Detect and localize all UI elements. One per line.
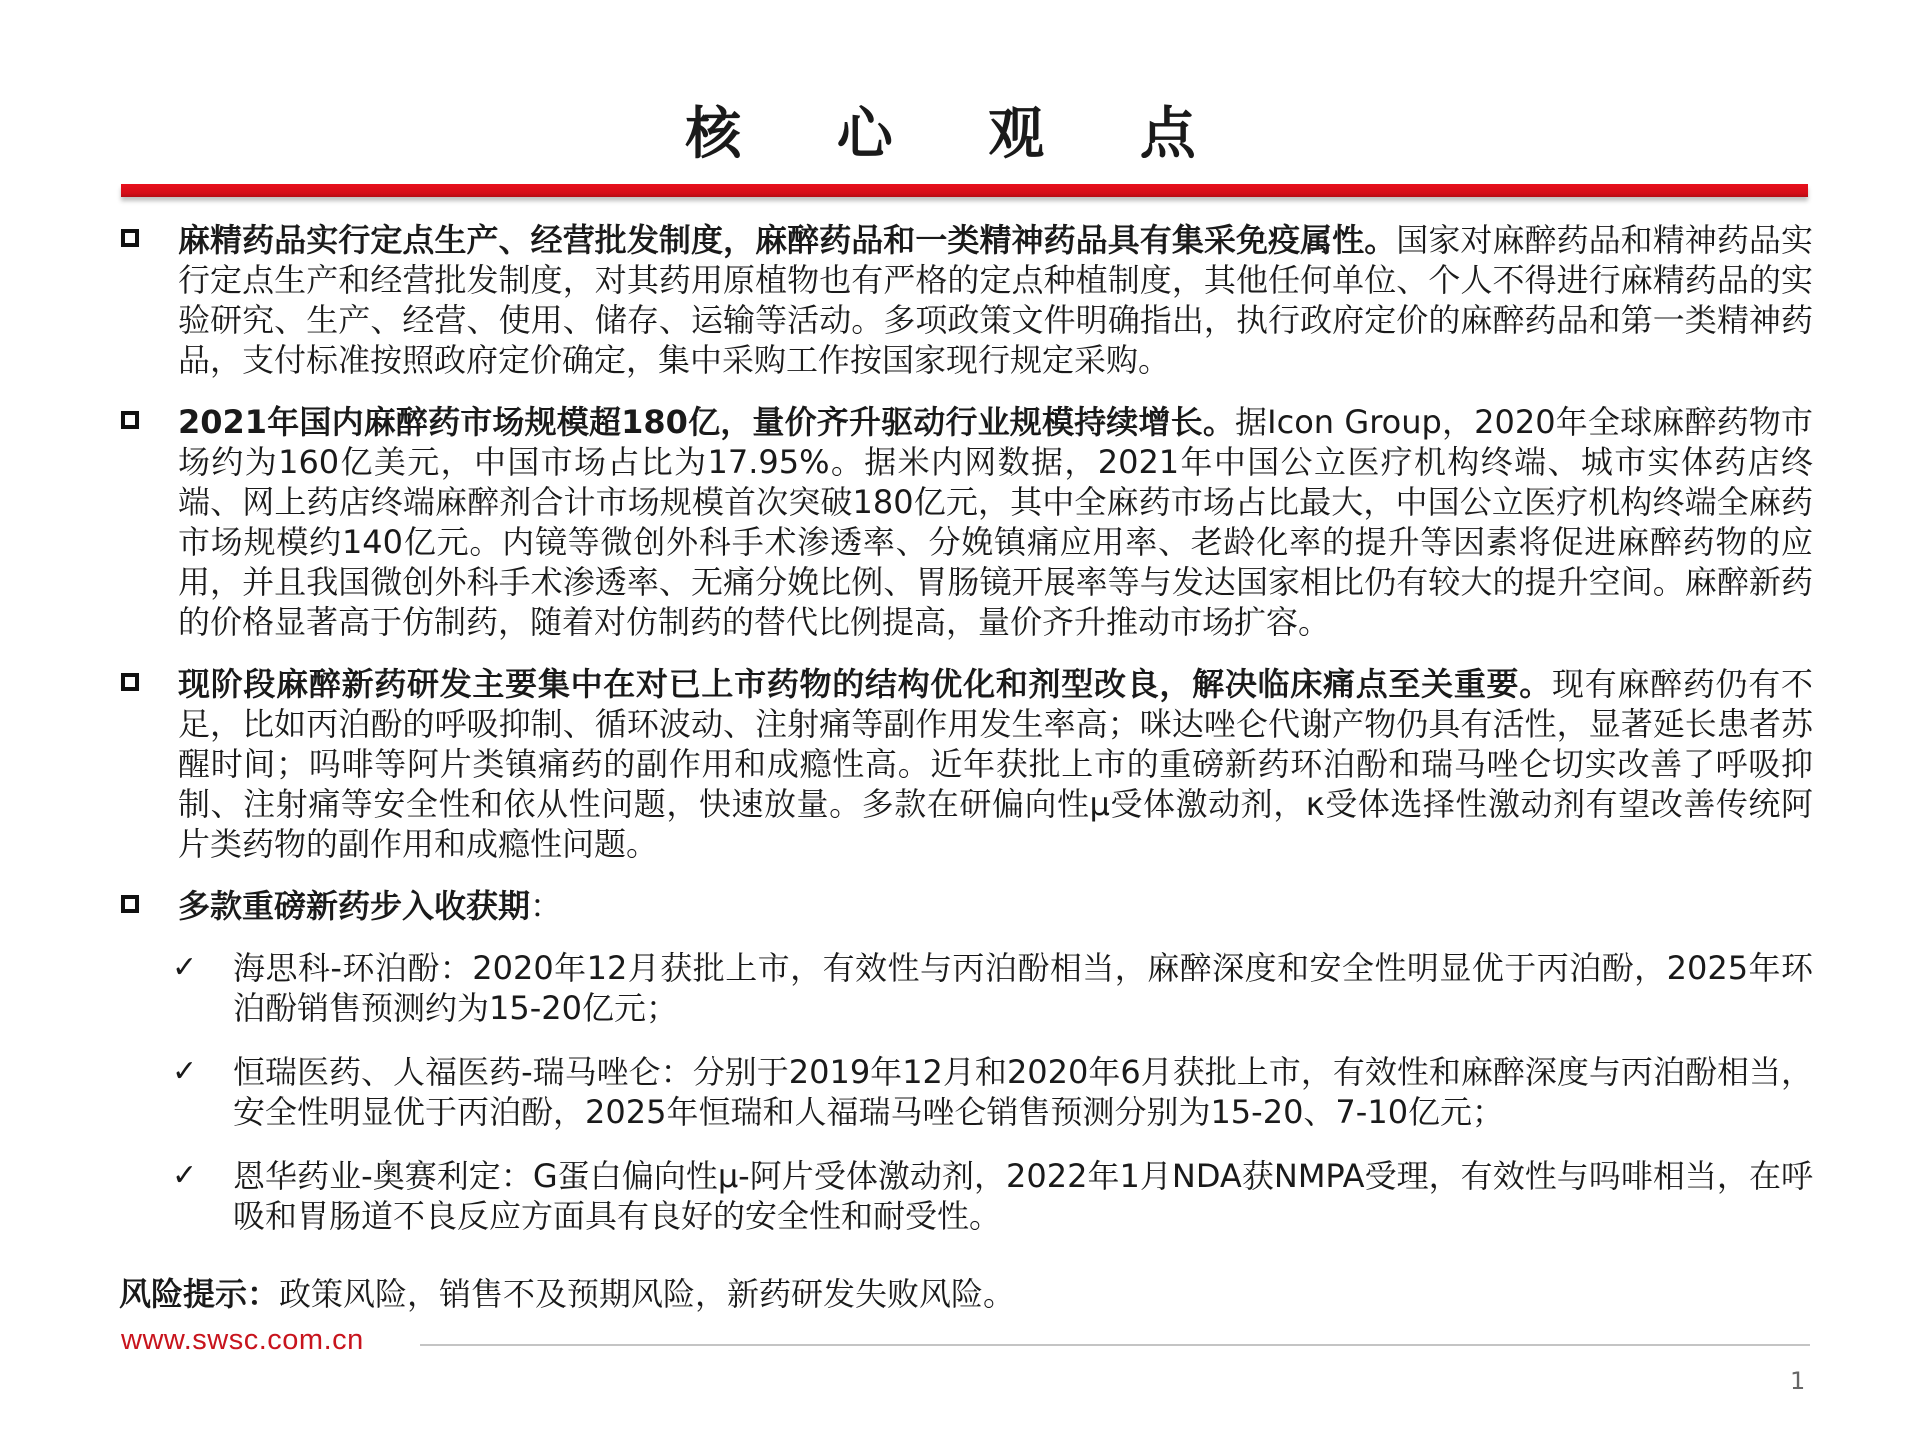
risk-warning — [119, 1274, 1015, 1314]
drug-item-2 — [0, 1052, 1919, 1132]
key-point-3 — [0, 664, 1919, 864]
key-point-lead: 多款重磅新药步入收获期 — [178, 887, 531, 925]
title-divider-bar — [121, 184, 1808, 197]
drug-item-text: 恩华药业-奥赛利定：G蛋白偏向性μ-阿片受体激动剂，2022年1月NDA获NMPA受理，有效性与吗啡相当，在呼吸和胃肠道不良反应方面具有良好的安全性和耐受性。 — [233, 1157, 1813, 1235]
key-point-lead: 2021年国内麻醉药市场规模超180亿，量价齐升驱动行业规模持续增长。 — [178, 403, 1235, 441]
key-point-2 — [0, 402, 1919, 642]
square-bullet-icon — [121, 895, 139, 913]
checkmark-icon: ✓ — [172, 1158, 198, 1193]
checkmark-icon: ✓ — [172, 1054, 198, 1089]
risk-text: 政策风险，销售不及预期风险，新药研发失败风险。 — [279, 1275, 1016, 1313]
page-number: 1 — [1790, 1367, 1806, 1395]
content-area — [0, 220, 1919, 1260]
drug-item-text: 海思科-环泊酚：2020年12月获批上市，有效性与丙泊酚相当，麻醉深度和安全性明显优于丙泊酚，2025年环泊酚销售预测约为15-20亿元； — [233, 949, 1813, 1027]
drug-item-3 — [0, 1156, 1919, 1236]
drug-item-1 — [0, 948, 1919, 1028]
square-bullet-icon — [121, 673, 139, 691]
square-bullet-icon — [121, 411, 139, 429]
key-point-4 — [0, 886, 1919, 926]
page-title: 核 心 观 点 — [685, 102, 1234, 167]
key-point-lead: 现阶段麻醉新药研发主要集中在对已上市药物的结构优化和剂型改良，解决临床痛点至关重要。 — [178, 665, 1552, 703]
key-point-body: 据Icon Group，2020年全球麻醉药物市场约为160亿美元，中国市场占比为17.95%。据米内网数据，2021年中国公立医疗机构终端、城市实体药店终端、网上药店终端麻醉剂合计市场规模首次突破180亿元，其中全麻药市场占比最大，中国公立医疗机构终端全麻药市场规模约140亿元。内镜等微创外科手术渗透率、分娩镇痛应用率、老龄化率的提升等因素将促进麻醉药物的应用，并且我国微创外科手术渗透率、无痛分娩比例、胃肠镜开展率等与发达国家相比仍有较大的提升空间。麻醉新药的价格显著高于仿制药，随着对仿制药的替代比例提高，量价齐升推动市场扩容。 — [178, 403, 1813, 641]
key-point-1 — [0, 220, 1919, 380]
key-point-body: ： — [530, 887, 563, 925]
drug-item-text: 恒瑞医药、人福医药-瑞马唑仑：分别于2019年12月和2020年6月获批上市，有效性和麻醉深度与丙泊酚相当，安全性明显优于丙泊酚，2025年恒瑞和人福瑞马唑仑销售预测分别为15-20、7-10亿元； — [233, 1053, 1813, 1131]
square-bullet-icon — [121, 229, 139, 247]
footer-url-link[interactable]: www.swsc.com.cn — [121, 1324, 364, 1356]
checkmark-icon: ✓ — [172, 950, 198, 985]
key-point-body: 国家对麻醉药品和精神药品实行定点生产和经营批发制度，对其药用原植物也有严格的定点种植制度，其他任何单位、个人不得进行麻精药品的实验研究、生产、经营、使用、储存、运输等活动。多项政策文件明确指出，执行政府定价的麻醉药品和第一类精神药品，支付标准按照政府定价确定，集中采购工作按国家现行规定采购。 — [178, 221, 1813, 379]
footer-divider — [420, 1344, 1810, 1346]
risk-label: 风险提示： — [119, 1275, 280, 1313]
key-point-lead: 麻精药品实行定点生产、经营批发制度，麻醉药品和一类精神药品具有集采免疫属性。 — [178, 221, 1397, 259]
key-point-body: 现有麻醉药仍有不足，比如丙泊酚的呼吸抑制、循环波动、注射痛等副作用发生率高；咪达唑仑代谢产物仍具有活性，显著延长患者苏醒时间；吗啡等阿片类镇痛药的副作用和成瘾性高。近年获批上市的重磅新药环泊酚和瑞马唑仑切实改善了呼吸抑制、注射痛等安全性和依从性问题，快速放量。多款在研偏向性μ受体激动剂，κ受体选择性激动剂有望改善传统阿片类药物的副作用和成瘾性问题。 — [178, 665, 1813, 863]
